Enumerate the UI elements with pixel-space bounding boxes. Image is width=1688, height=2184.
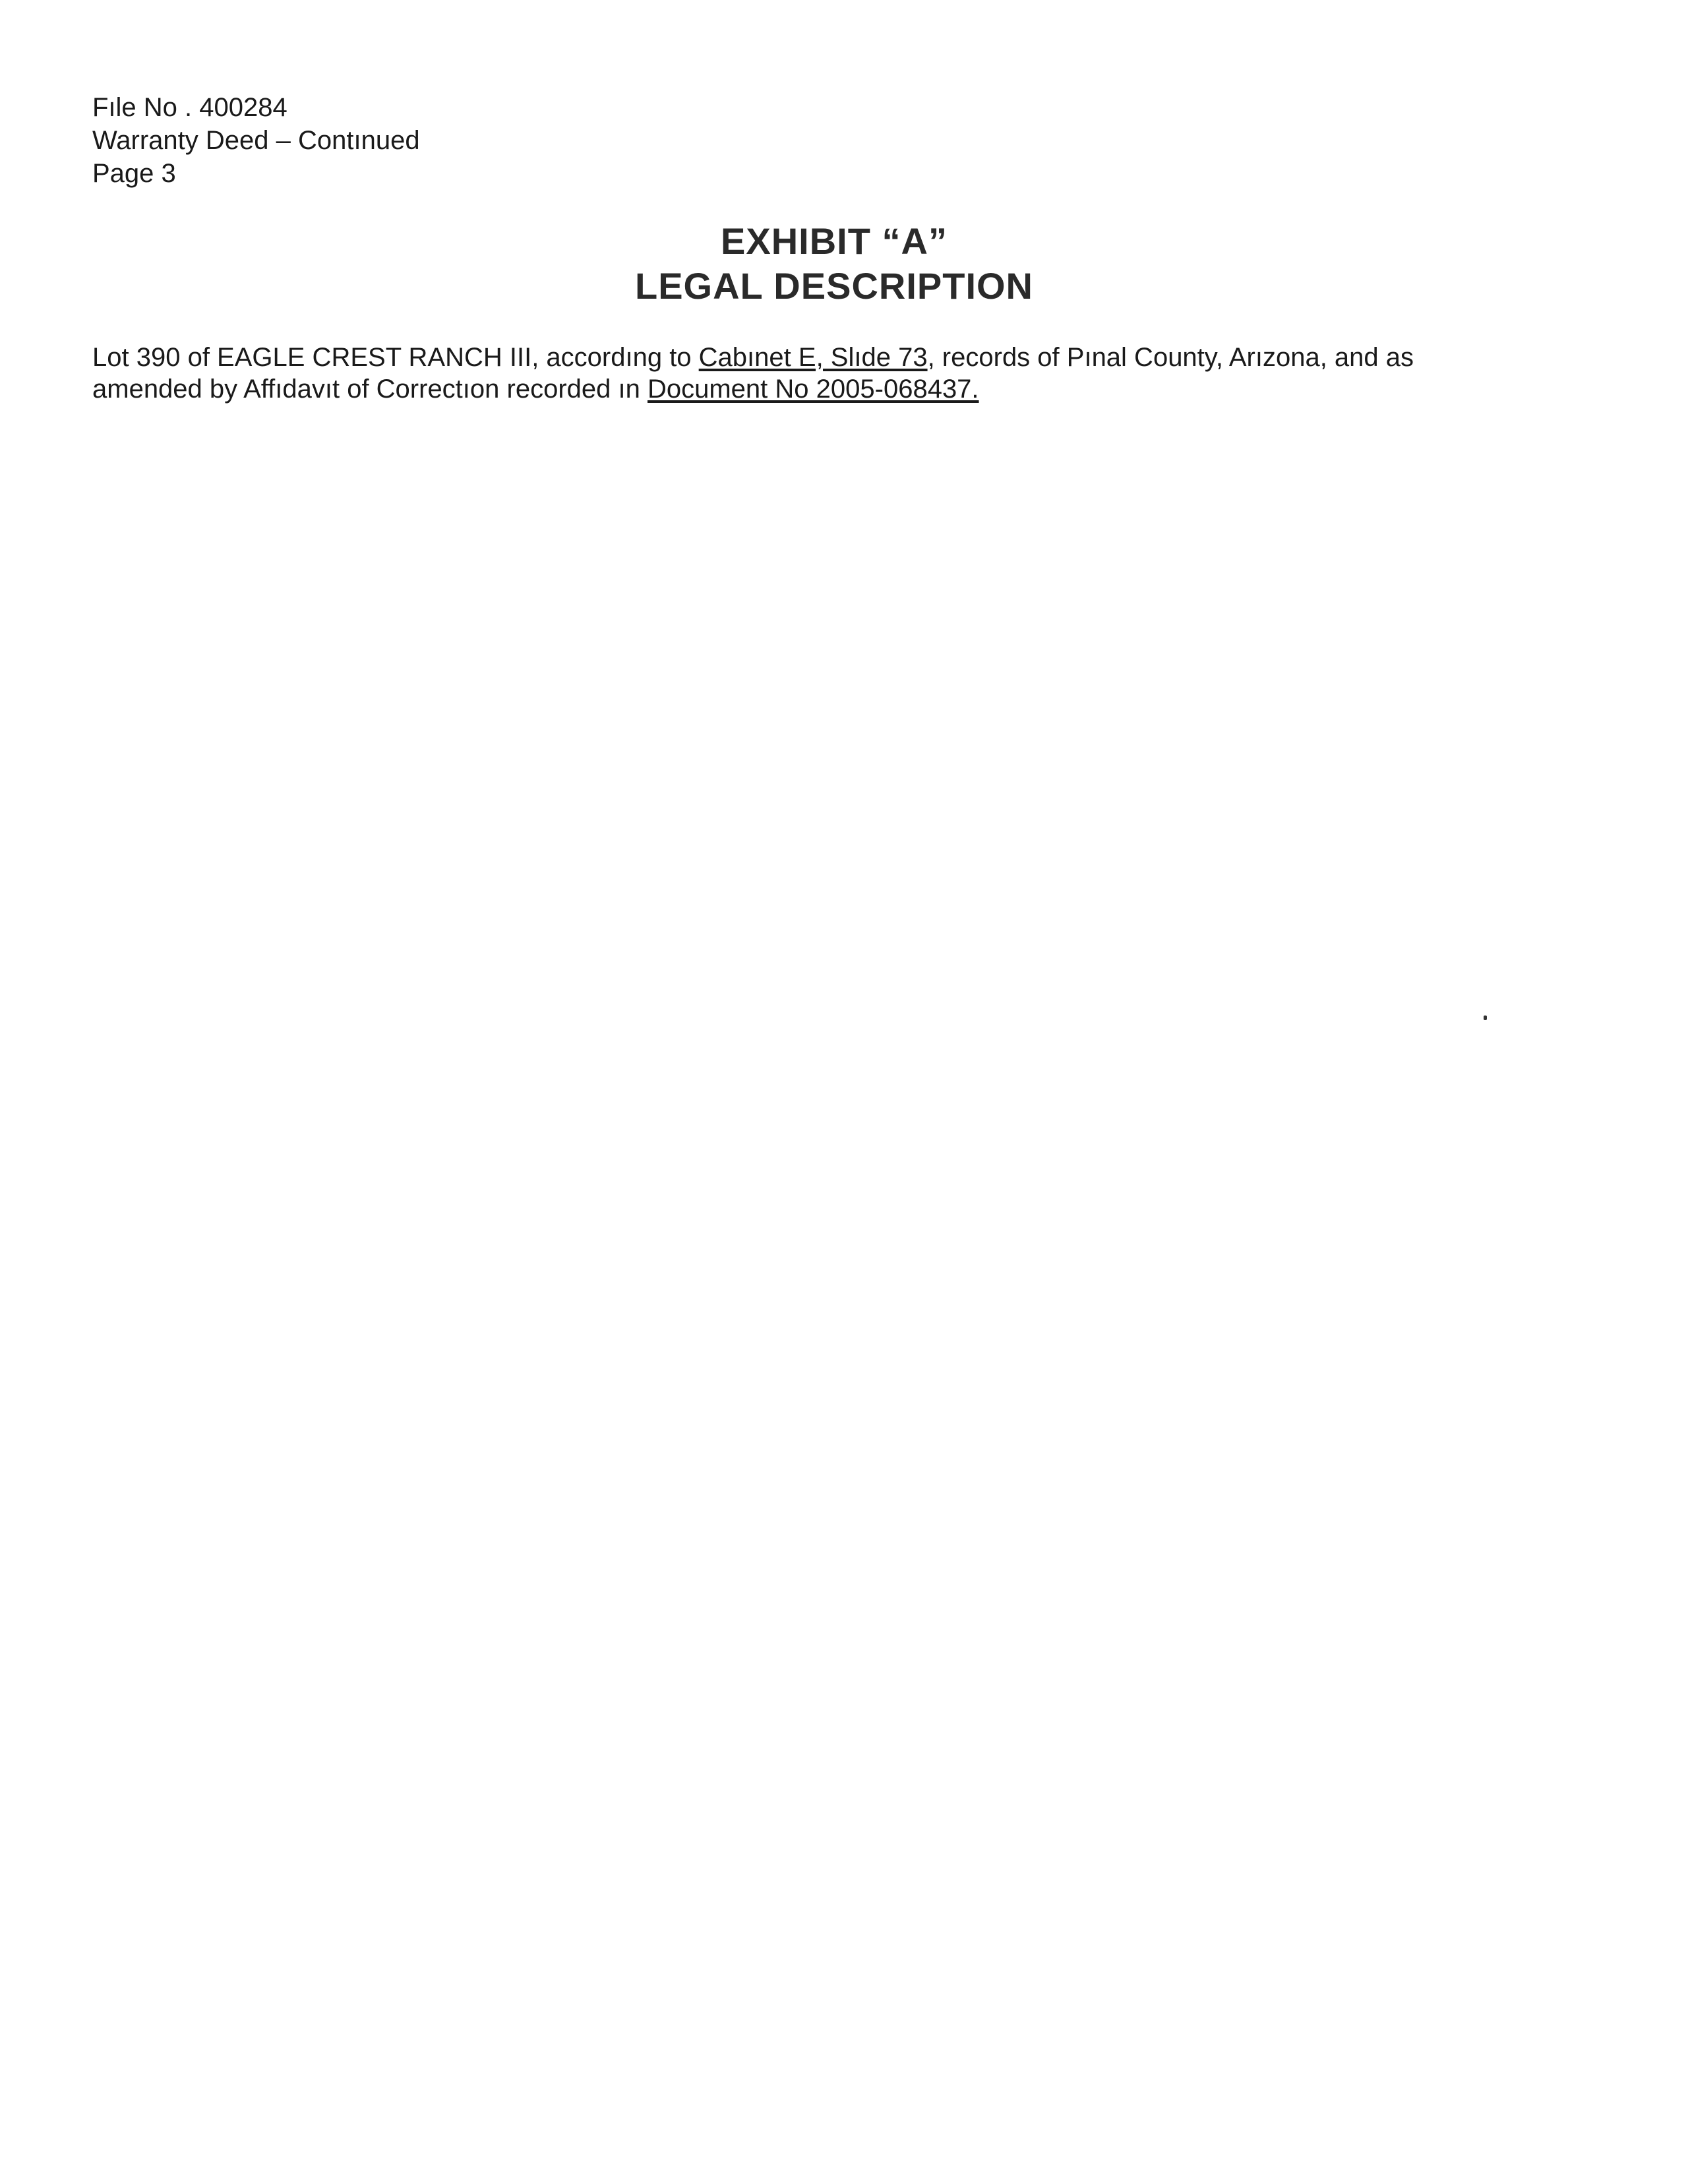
legal-description-line-2	[92, 373, 1517, 405]
deed-title: Warranty Deed – Contınued	[92, 126, 420, 155]
file-header	[92, 91, 420, 190]
legal-description	[92, 342, 1517, 405]
exhibit-title: EXHIBIT “A”	[721, 220, 948, 262]
document-reference: Document No 2005-068437.	[647, 375, 979, 404]
legal-text-segment: , records of Pınal County, Arızona, and as	[927, 343, 1414, 372]
file-number: Fıle No . 400284	[92, 93, 287, 122]
scan-speck	[1484, 1016, 1487, 1020]
page-number: Page 3	[92, 159, 176, 188]
legal-text-segment: amended by Affıdavıt of Correctıon recorded ın	[92, 375, 648, 404]
exhibit-subtitle: LEGAL DESCRIPTION	[634, 265, 1033, 307]
legal-description-line-1	[92, 342, 1517, 373]
exhibit-heading	[0, 219, 1668, 309]
cabinet-reference: Cabınet E, Slıde 73	[698, 343, 928, 372]
legal-text-segment: Lot 390 of EAGLE CREST RANCH III, accordıng to	[92, 343, 699, 372]
